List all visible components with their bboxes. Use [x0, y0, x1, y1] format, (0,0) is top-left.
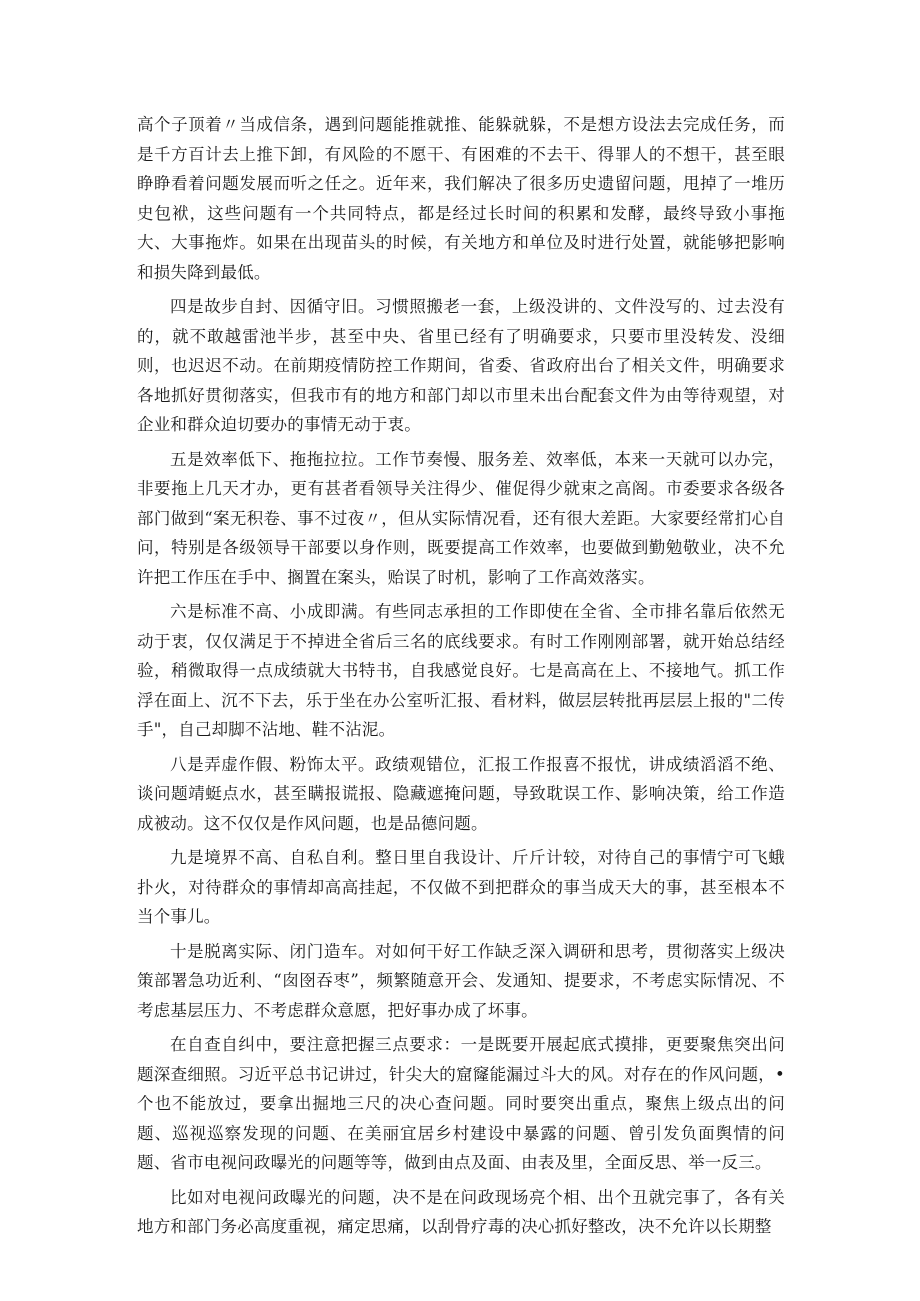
- paragraph: 十是脱离实际、闭门造车。对如何干好工作缺乏深入调研和思考，贯彻落实上级决策部署急功近利、“囱囹吞枣”，频繁随意开会、发通知、提要求，不考虑实际情况、不考虑基层压力、不考虑群众意愿，把好事办成了坏事。: [137, 941, 785, 1020]
- paragraph: 八是弄虚作假、粉饰太平。政绩观错位，汇报工作报喜不报忧，讲成绩滔滔不绝、谈问题靖蜓点水，甚至瞒报谎报、隐藏遮掩问题，导致耽误工作、影响决策，给工作造成被动。这不仅仅是作风问题，也是品德问题。: [137, 754, 785, 833]
- paragraph: 五是效率低下、拖拖拉拉。工作节奏慢、服务差、效率低，本来一天就可以办完，非要拖上几天才办，更有甚者看领导关注得少、催促得少就束之高阁。市委要求各级各部门做到“案无积卷、事不过夜〃，但从实际情况看，还有很大差距。大家要经常扪心自问，特别是各级领导干部要以身作则，既要提高工作效率，也要做到勤勉敬业，决不允许把工作压在手中、搁置在案头，贻误了时机，影响了工作高效落实。: [137, 449, 785, 587]
- paragraph: 比如对电视问政曝光的问题，决不是在问政现场亮个相、出个丑就完事了，各有关地方和部门务必高度重视，痛定思痛，以刮骨疗毒的决心抓好整改，决不允许以长期整: [137, 1187, 785, 1236]
- paragraph: 四是故步自封、因循守旧。习惯照搬老一套，上级没讲的、文件没写的、过去没有的，就不敢越雷池半步，甚至中央、省里已经有了明确要求，只要市里没转发、没细则，也迟迟不动。在前期疫情防控工作期间，省委、省政府出台了相关文件，明确要求各地抓好贯彻落实，但我市有的地方和部门却以市里未出台配套文件为由等待观望，对企业和群众迫切要办的事情无动于衷。: [137, 297, 785, 434]
- document-body: [137, 110, 785, 1247]
- paragraph: 九是境界不高、自私自利。整日里自我设计、斤斤计较，对待自己的事情宁可飞蛾扑火，对待群众的事情却高高挂起，不仅做不到把群众的事当成天大的事，甚至根本不当个事儿。: [137, 848, 785, 926]
- paragraph: 六是标准不高、小成即满。有些同志承担的工作即使在全省、全市排名靠后依然无动于衷，仅仅满足于不掉进全省后三名的底线要求。有时工作刚刚部署，就开始总结经验，稍微取得一点成绩就大书特书，自我感觉良好。七是高高在上、不接地气。抓工作浮在面上、沉不下去，乐于坐在办公室听汇报、看材料，做层层转批再层层上报的"二传手"，自己却脚不沾地、鞋不沾泥。: [137, 602, 785, 739]
- paragraph: 高个子顶着〃当成信条，遇到问题能推就推、能躲就躲，不是想方设法去完成任务，而是千方百计去上推下卸，有风险的不愿干、有困难的不去干、得罪人的不想干，甚至眼睁睁看着问题发展而听之任之。近年来，我们解决了很多历史遗留问题，甩掉了一堆历史包袱，这些问题有一个共同特点，都是经过长时间的积累和发酵，最终导致小事拖大、大事拖炸。如果在出现苗头的时候，有关地方和单位及时进行处置，就能够把影响和损失降到最低。: [137, 115, 785, 282]
- paragraph: 在自查自纠中，要注意把握三点要求：一是既要开展起底式摸排，更要聚焦突出问题深查细照。习近平总书记讲过，针尖大的窟窿能漏过斗大的风。对存在的作风问题，•个也不能放过，要拿出掘地三尺的决心查问题。同时要突出重点，聚焦上级点出的问题、巡视巡察发现的问题、在美丽宜居乡村建设中暴露的问题、曾引发负面舆情的问题、省市电视问政曝光的问题等等，做到由点及面、由表及里，全面反思、举一反三。: [137, 1035, 785, 1172]
